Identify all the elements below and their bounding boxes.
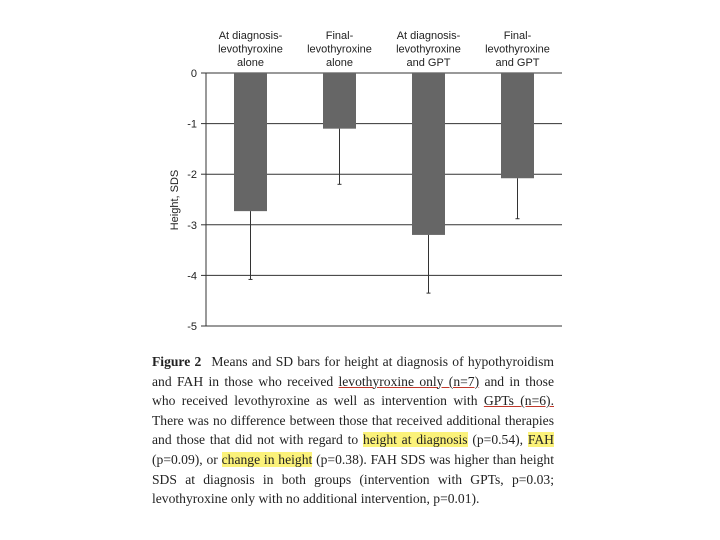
category-label: alone <box>326 57 353 69</box>
category-label: At diagnosis- <box>218 30 283 42</box>
category-label: levothyroxine <box>307 43 372 56</box>
y-tick-label: -1 <box>187 118 197 131</box>
caption-text-2: and in those who received levothyroxine as well as intervention with <box>152 373 554 409</box>
caption-underline-1: levothyroxine only (n=7) <box>338 373 480 389</box>
y-tick-label: -4 <box>187 270 197 283</box>
y-tick-label: 0 <box>190 68 197 80</box>
caption-highlight-3: change in height <box>221 451 313 467</box>
y-axis-title: Height, SDS <box>169 169 181 231</box>
bar <box>501 73 534 178</box>
category-label: levothyroxine <box>396 43 461 56</box>
caption-text-6: (p=0.38). FAH SDS was higher than height SDS at diagnosis in both groups (intervention with GPTs, p=0.03; levothyroxine only with no additional intervention, p=0.01). <box>152 451 554 507</box>
figure-label: Figure 2 <box>152 354 202 369</box>
category-label: and GPT <box>406 57 451 69</box>
caption-highlight-2: FAH <box>527 432 554 448</box>
figure-caption <box>152 352 554 509</box>
y-tick-labels <box>187 68 197 333</box>
y-tick-label: -2 <box>187 169 197 182</box>
category-label: alone <box>237 57 264 69</box>
caption-highlight-1: height at diagnosis <box>362 432 468 448</box>
category-label: levothyroxine <box>485 43 550 56</box>
error-bars <box>249 129 520 293</box>
caption-underline-2: GPTs (n=6). <box>483 393 554 409</box>
bars <box>234 73 534 235</box>
y-tick-label: -3 <box>187 219 197 232</box>
caption-text-5: (p=0.09), or <box>152 451 222 467</box>
caption-text-3: There was no difference between those that received additional therapies and those that did not with regard to <box>152 412 554 448</box>
category-labels <box>218 30 550 69</box>
caption-text-1: Means and SD bars for height at diagnosis of hypothyroidism and FAH in those who received <box>152 354 554 389</box>
category-label: Final- <box>503 30 532 42</box>
category-label: and GPT <box>495 57 540 69</box>
caption-text-4: (p=0.54), <box>467 432 528 448</box>
bar <box>234 73 267 211</box>
bar <box>323 73 356 129</box>
y-tick-label: -5 <box>187 321 197 333</box>
category-label: levothyroxine <box>218 43 283 56</box>
category-label: At diagnosis- <box>396 30 461 42</box>
bar <box>412 73 445 235</box>
category-label: Final- <box>325 30 354 42</box>
